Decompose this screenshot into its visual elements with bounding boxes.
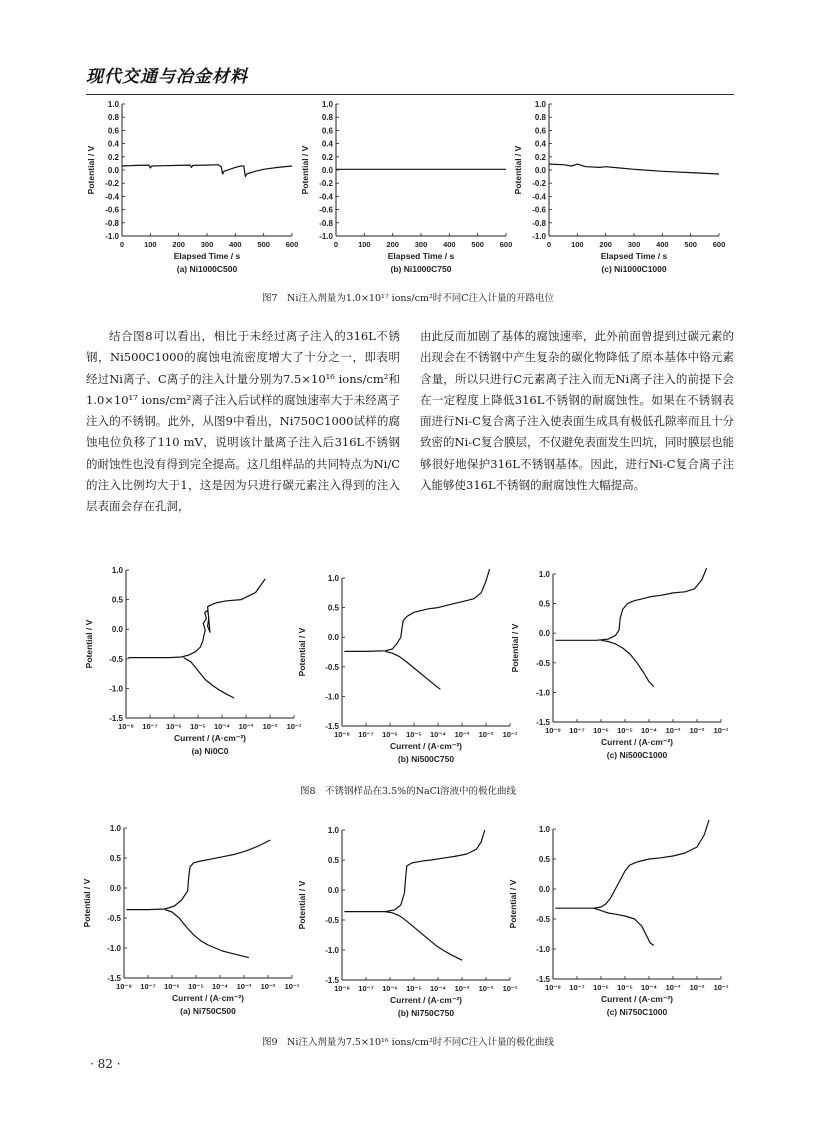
fig7c-x-tick-label: 400 <box>656 240 669 249</box>
page-number: · 82 · <box>90 1057 121 1071</box>
fig9c-y-tick-label: 1.0 <box>538 825 550 834</box>
fig9c-y-tick-label: 0.5 <box>538 855 550 864</box>
fig9a-y-tick-label: 0.0 <box>109 884 121 893</box>
fig9c-x-tick-label: 10⁻⁷ <box>569 983 585 992</box>
fig7c-y-tick-label: -0.4 <box>532 192 546 202</box>
fig8b-x-tick-label: 10⁻³ <box>454 730 470 739</box>
fig8c-x-tick-label: 10⁻¹ <box>713 726 729 735</box>
fig9a-y-tick-label: 1.0 <box>109 824 121 833</box>
body-left-column <box>86 326 400 518</box>
fig9c-x-label: Current / (A·cm⁻²) <box>600 994 674 1004</box>
fig7b-y-label: Potential / V <box>300 145 310 195</box>
fig9c-x-tick-label: 10⁻² <box>689 983 705 992</box>
fig7c-x-tick-label: 0 <box>546 240 552 249</box>
fig7b-x-tick-label: 0 <box>333 240 339 249</box>
fig7c-x-tick-label: 600 <box>712 240 726 249</box>
fig8b-x-label: Current / (A·cm⁻²) <box>389 741 463 751</box>
fig8a-y-label: Potential / V <box>84 619 94 669</box>
fig7b-y-tick-label: 0.6 <box>321 126 333 136</box>
fig8a-y-tick-label: -1.5 <box>109 714 123 723</box>
fig7c-y-label: Potential / V <box>513 145 523 195</box>
fig8a-y-tick-label: -0.5 <box>109 654 123 664</box>
body-paragraph-right: 由此反而加剧了基体的腐蚀速率，此外前面曾提到过碳元素的出现会在不锈钢中产生复杂的碳化物降低了原本基体中铬元素含量，所以只进行C元素离子注入而无Ni离子注入的前提下会在一定程度上降低316L不锈钢的耐腐蚀性。如果在不锈钢表面进行Ni-C复合离子注入使表面生成具有极低孔隙率而且十分致密的Ni-C复合膜层，不仅避免表面发生凹坑，同时膜层也能够很好地保护316L不锈钢基体。因此，进行Ni-C复合离子注入能够使316L不锈钢的耐腐蚀性大幅提高。 <box>420 329 734 493</box>
fig9c-series-line-0 <box>555 820 709 908</box>
fig7b-x-tick-label: 600 <box>499 240 513 249</box>
fig9b-y-tick-label: 1.0 <box>327 826 339 835</box>
fig8c-x-tick-label: 10⁻⁶ <box>593 726 609 735</box>
fig7c-x-label: Elapsed Time / s <box>600 251 668 261</box>
fig9a-x-tick-label: 10⁻⁷ <box>140 982 156 991</box>
fig8c-x-tick-label: 10⁻⁸ <box>545 726 561 735</box>
fig7a-y-tick-label: 0.8 <box>107 113 119 123</box>
fig7a-x-tick-label: 100 <box>144 240 157 249</box>
fig7c-y-tick-label: 1.0 <box>534 100 546 109</box>
fig9c-x-tick-label: 10⁻⁴ <box>640 983 658 992</box>
fig7b-y-tick-label: 1.0 <box>321 100 333 109</box>
fig9a-x-tick-label: 10⁻⁸ <box>116 982 132 991</box>
fig9a-x-tick-label: 10⁻³ <box>236 982 252 991</box>
fig7a-y-tick-label: -0.2 <box>105 179 119 189</box>
fig7c-y-tick-label: -0.6 <box>532 205 546 215</box>
fig7c-y-tick-label: 0.6 <box>534 126 546 136</box>
fig7b-x-tick-label: 200 <box>386 240 399 249</box>
fig8b-x-tick-label: 10⁻⁷ <box>358 730 374 739</box>
fig8b-y-label: Potential / V <box>297 627 307 677</box>
fig9c-y-tick-label: -1.5 <box>536 975 550 984</box>
fig7b-y-tick-label: -0.4 <box>319 192 333 202</box>
fig7a-x-tick-label: 200 <box>172 240 185 249</box>
fig7a-y-tick-label: 0.6 <box>107 126 119 136</box>
fig9b-x-tick-label: 10⁻¹ <box>502 984 518 993</box>
fig9b-y-tick-label: -1.5 <box>325 976 339 985</box>
fig9c-title: (c) Ni750C1000 <box>606 1007 668 1017</box>
fig8a-series-line-1 <box>184 658 234 698</box>
fig8c-x-tick-label: 10⁻² <box>689 726 705 735</box>
fig7a-y-tick-label: -1.0 <box>105 232 119 241</box>
fig7c-x-tick-label: 500 <box>684 240 697 249</box>
fig8c-y-tick-label: 0.0 <box>538 629 550 639</box>
body-paragraph-left: 结合图8可以看出，相比于未经过离子注入的316L不锈钢，Ni500C1000的腐蚀电流密度增大了十分之一，即表明经过Ni离子、C离子的注入计量分别为7.5×10¹⁶ ions/cm²和1.0×10¹⁷ ions/cm²离子注入后试样的腐蚀速率大于未经离子注入的不锈钢。此外，从图9中看出，Ni750C1000试样的腐蚀电位负移了110 mV，说明该计量离子注入后316L不锈钢的耐蚀性也没有得到完全提高。这几组样品的共同特点为Ni/C的注入比例均大于1，这是因为只进行碳元素注入得到的注入层表面会存在孔洞， <box>86 329 400 514</box>
fig7b-y-tick-label: 0.8 <box>321 113 333 123</box>
fig8b-x-tick-label: 10⁻⁵ <box>406 730 422 739</box>
fig7b-y-tick-label: -0.8 <box>319 218 333 228</box>
fig9a-x-tick-label: 10⁻¹ <box>284 982 300 991</box>
fig7c-series-line-0 <box>549 164 719 174</box>
fig7b-y-tick-label: 0.2 <box>321 152 333 162</box>
fig7c-title: (c) Ni1000C1000 <box>601 264 667 274</box>
fig7b-y-tick-label: 0.4 <box>321 139 333 149</box>
fig8a-x-tick-label: 10⁻⁶ <box>166 722 182 731</box>
fig9b-y-tick-label: -1.0 <box>325 946 339 955</box>
fig7a-x-label: Elapsed Time / s <box>173 251 241 261</box>
fig8b-y-tick-label: 1.0 <box>327 574 339 583</box>
fig8b-x-tick-label: 10⁻⁸ <box>334 730 350 739</box>
fig9b-series-line-1 <box>385 912 462 961</box>
fig7c-y-tick-label: -0.8 <box>532 218 546 228</box>
fig8b-y-tick-label: -1.0 <box>325 692 339 702</box>
fig9a-y-tick-label: -1.0 <box>107 944 121 953</box>
fig9b-series-line-0 <box>344 830 484 912</box>
fig7b-title: (b) Ni1000C750 <box>390 264 452 274</box>
fig9c-x-tick-label: 10⁻⁶ <box>593 983 609 992</box>
fig9b-y-label: Potential / V <box>297 880 307 930</box>
fig9a-y-tick-label: -1.5 <box>107 974 121 983</box>
fig8a-x-tick-label: 10⁻⁴ <box>213 722 231 731</box>
fig7c-y-tick-label: 0.0 <box>534 166 546 175</box>
fig8a-y-tick-label: -1.0 <box>109 684 123 694</box>
fig7b-x-tick-label: 300 <box>414 240 428 249</box>
fig7a-y-tick-label: -0.6 <box>105 205 119 215</box>
fig8c-y-tick-label: -1.5 <box>536 718 550 727</box>
fig8c-y-tick-label: -0.5 <box>536 658 550 668</box>
fig8b-x-tick-label: 10⁻² <box>478 730 494 739</box>
fig8c-x-tick-label: 10⁻⁷ <box>569 726 585 735</box>
fig7a-y-tick-label: 1.0 <box>107 100 119 109</box>
fig9c-series-line-1 <box>594 908 654 945</box>
fig8a-x-tick-label: 10⁻⁵ <box>190 722 206 731</box>
fig8c-title: (c) Ni500C1000 <box>606 750 668 760</box>
fig8a-x-tick-label: 10⁻³ <box>238 722 254 731</box>
fig8a-x-label: Current / (A·cm⁻²) <box>173 733 247 743</box>
fig9b-x-tick-label: 10⁻⁷ <box>358 984 374 993</box>
fig8a-y-tick-label: 0.5 <box>111 595 123 605</box>
fig8c-y-tick-label: 1.0 <box>538 570 550 579</box>
fig9b-x-tick-label: 10⁻⁵ <box>406 984 422 993</box>
fig9b-y-tick-label: 0.0 <box>327 886 339 895</box>
fig9a-series-line-0 <box>126 840 270 910</box>
fig7a-y-tick-label: 0.2 <box>107 152 119 162</box>
fig8c-x-tick-label: 10⁻⁴ <box>640 726 658 735</box>
fig9a-x-tick-label: 10⁻⁵ <box>188 982 204 991</box>
fig7c-y-tick-label: 0.4 <box>534 139 546 149</box>
fig7c-y-tick-label: 0.8 <box>534 113 546 123</box>
fig9a-x-label: Current / (A·cm⁻²) <box>171 993 245 1003</box>
fig7a-y-tick-label: 0.4 <box>107 139 119 149</box>
fig9a-x-tick-label: 10⁻² <box>260 982 276 991</box>
fig9b-x-tick-label: 10⁻⁸ <box>334 984 350 993</box>
fig9c-x-tick-label: 10⁻¹ <box>713 983 729 992</box>
fig8b-y-tick-label: 0.0 <box>327 633 339 643</box>
fig9c-y-tick-label: -1.0 <box>536 945 550 954</box>
fig7b-x-label: Elapsed Time / s <box>387 251 455 261</box>
fig9c-y-tick-label: -0.5 <box>536 915 550 924</box>
fig8c-x-tick-label: 10⁻³ <box>665 726 681 735</box>
fig8b-x-tick-label: 10⁻¹ <box>502 730 518 739</box>
fig8a-title: (a) Ni0C0 <box>191 746 229 756</box>
fig9a-y-label: Potential / V <box>82 878 92 928</box>
fig8a-x-tick-label: 10⁻¹ <box>286 722 302 731</box>
fig9c-x-tick-label: 10⁻³ <box>665 983 681 992</box>
fig7c-y-tick-label: -1.0 <box>532 232 546 241</box>
fig7a-y-tick-label: 0.0 <box>107 166 119 175</box>
fig9a-y-tick-label: 0.5 <box>109 854 121 863</box>
fig7a-x-tick-label: 0 <box>119 240 125 249</box>
fig8a-x-tick-label: 10⁻⁷ <box>142 722 158 731</box>
fig8c-x-tick-label: 10⁻⁵ <box>617 726 633 735</box>
fig7b-x-tick-label: 400 <box>443 240 456 249</box>
fig7c-x-tick-label: 200 <box>599 240 612 249</box>
fig8a-series-line-0 <box>128 579 265 658</box>
fig8b-x-tick-label: 10⁻⁴ <box>429 730 447 739</box>
fig9b-x-tick-label: 10⁻² <box>478 984 494 993</box>
fig7a-y-tick-label: -0.4 <box>105 192 119 202</box>
fig9a-x-tick-label: 10⁻⁴ <box>211 982 229 991</box>
fig7b-y-tick-label: -1.0 <box>319 232 333 241</box>
fig8b-y-tick-label: 0.5 <box>327 603 339 613</box>
fig7c-x-tick-label: 100 <box>571 240 584 249</box>
fig7b-y-tick-label: -0.6 <box>319 205 333 215</box>
journal-header-title: 现代交通与冶金材料 <box>86 67 248 87</box>
fig9c-x-tick-label: 10⁻⁵ <box>617 983 633 992</box>
fig9b-x-tick-label: 10⁻⁴ <box>429 984 447 993</box>
fig8b-y-tick-label: -1.5 <box>325 722 339 731</box>
fig7a-x-tick-label: 300 <box>200 240 214 249</box>
fig8a-x-tick-label: 10⁻⁸ <box>118 722 134 731</box>
fig7a-series-line-0 <box>122 165 292 177</box>
fig9a-x-tick-label: 10⁻⁶ <box>164 982 180 991</box>
fig9c-y-tick-label: 0.0 <box>538 885 550 894</box>
fig8-caption: 图8 不锈钢样品在3.5%的NaCl溶液中的极化曲线 <box>300 786 516 797</box>
fig8c-y-label: Potential / V <box>510 623 520 673</box>
fig9b-x-tick-label: 10⁻⁶ <box>382 984 398 993</box>
fig7-caption: 图7 Ni注入剂量为1.0×10¹⁷ ions/cm²时不同C注入计量的开路电位 <box>261 293 555 304</box>
fig8c-y-tick-label: 0.5 <box>538 599 550 609</box>
fig8b-series-line-0 <box>344 569 489 651</box>
fig8b-title: (b) Ni500C750 <box>397 754 455 764</box>
fig9-caption: 图9 Ni注入剂量为7.5×10¹⁶ ions/cm²时不同C注入计量的极化曲线 <box>261 1037 555 1048</box>
fig7b-x-tick-label: 100 <box>358 240 371 249</box>
fig9c-y-label: Potential / V <box>508 879 518 929</box>
fig9b-x-tick-label: 10⁻³ <box>454 984 470 993</box>
fig8b-x-tick-label: 10⁻⁶ <box>382 730 398 739</box>
fig8a-y-tick-label: 1.0 <box>111 566 123 575</box>
fig7a-y-label: Potential / V <box>86 145 96 195</box>
fig9a-y-tick-label: -0.5 <box>107 914 121 923</box>
fig7b-y-tick-label: -0.2 <box>319 179 333 189</box>
fig7a-x-tick-label: 400 <box>229 240 242 249</box>
fig7a-title: (a) Ni1000C500 <box>176 264 238 274</box>
fig9a-series-line-1 <box>165 910 249 958</box>
fig9b-y-tick-label: 0.5 <box>327 856 339 865</box>
fig9b-x-label: Current / (A·cm⁻²) <box>389 995 463 1005</box>
fig8c-series-line-0 <box>555 568 706 640</box>
fig8c-series-line-1 <box>601 640 654 686</box>
fig7c-x-tick-label: 300 <box>627 240 641 249</box>
fig8a-x-tick-label: 10⁻² <box>262 722 278 731</box>
fig8a-y-tick-label: 0.0 <box>111 625 123 635</box>
fig9a-title: (a) Ni750C500 <box>180 1006 236 1016</box>
fig9b-title: (b) Ni750C750 <box>397 1008 455 1018</box>
fig7c-y-tick-label: 0.2 <box>534 152 546 162</box>
fig7a-y-tick-label: -0.8 <box>105 218 119 228</box>
fig7a-x-tick-label: 600 <box>285 240 299 249</box>
body-right-column <box>420 326 734 496</box>
fig8b-series-line-1 <box>385 651 440 689</box>
fig7c-y-tick-label: -0.2 <box>532 179 546 189</box>
fig9b-y-tick-label: -0.5 <box>325 916 339 925</box>
fig7b-x-tick-label: 500 <box>471 240 484 249</box>
fig7a-x-tick-label: 500 <box>257 240 270 249</box>
fig7b-y-tick-label: 0.0 <box>321 166 333 175</box>
fig8c-y-tick-label: -1.0 <box>536 688 550 698</box>
fig9c-x-tick-label: 10⁻⁸ <box>545 983 561 992</box>
fig8b-y-tick-label: -0.5 <box>325 662 339 672</box>
fig8c-x-label: Current / (A·cm⁻²) <box>600 737 674 747</box>
